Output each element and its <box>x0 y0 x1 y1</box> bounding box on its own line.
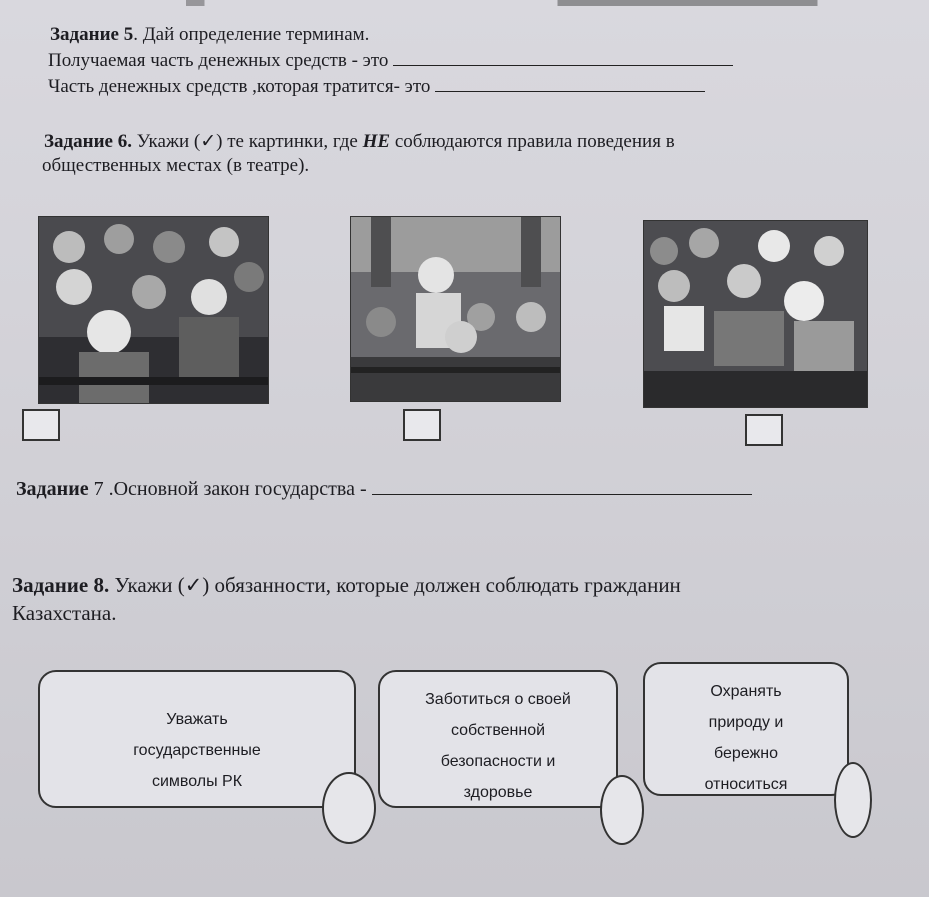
duty-option-3-answer-oval[interactable] <box>834 762 872 838</box>
duty-option-2 <box>378 670 618 808</box>
task5-title-text: . Дай определение терминам. <box>133 24 370 45</box>
task5-line2 <box>48 76 705 98</box>
duty-option-3-line2: природу и <box>708 714 784 731</box>
task8-title <box>12 573 681 598</box>
duty-option-1-line1: Уважать <box>166 711 228 728</box>
task6-emphasis: НЕ <box>362 131 391 152</box>
page-top-edge <box>0 0 929 6</box>
duty-option-2-line4: здоровье <box>463 784 533 801</box>
task5-answer2-blank[interactable] <box>435 91 705 92</box>
task8-label: Задание 8. <box>12 573 110 597</box>
task5-line1-text: Получаемая часть денежных средств - это <box>48 50 389 71</box>
task7-answer-blank[interactable] <box>372 494 752 495</box>
picture-2-checkbox[interactable] <box>403 409 441 441</box>
task5-line1 <box>48 50 733 72</box>
theatre-picture-1 <box>38 216 269 404</box>
task5-title <box>50 24 369 46</box>
task6-text-after: соблюдаются правила поведения в <box>390 131 675 152</box>
duty-option-1-line2: государственные <box>133 742 261 759</box>
task8-line2: Казахстана. <box>12 601 117 625</box>
task7-line <box>16 478 752 501</box>
task5-line2-text: Часть денежных средств ,которая тратится- это <box>48 76 431 97</box>
task5-label: Задание 5 <box>50 24 134 45</box>
task7-label: Задание <box>16 478 89 500</box>
duty-option-3-line1: Охранять <box>710 683 782 700</box>
task6-text-before: Укажи (✓) те картинки, где <box>131 131 363 152</box>
task7-text: 7 .Основной закон государства - <box>88 478 367 500</box>
duty-option-1 <box>38 670 356 808</box>
duty-option-1-line3: символы РК <box>151 773 243 790</box>
duty-option-2-line1: Заботиться о своей <box>425 691 571 708</box>
task6-label: Задание 6. <box>44 131 132 152</box>
task5-answer1-blank[interactable] <box>393 65 733 66</box>
task8-text: Укажи (✓) обязанности, которые должен соблюдать гражданин <box>109 573 681 597</box>
duty-option-2-line2: собственной <box>450 722 546 739</box>
picture-3-checkbox[interactable] <box>745 414 783 446</box>
duty-option-1-answer-oval[interactable] <box>322 772 376 844</box>
theatre-picture-2 <box>350 216 561 402</box>
duty-option-3-line4: относиться <box>704 776 788 793</box>
duty-option-3 <box>643 662 849 796</box>
task6-line2: общественных местах (в театре). <box>42 155 310 176</box>
duty-option-2-line3: безопасности и <box>440 753 556 770</box>
task6-title <box>44 130 675 153</box>
duty-option-3-line3: бережно <box>714 745 778 762</box>
picture-1-checkbox[interactable] <box>22 409 60 441</box>
duty-option-2-answer-oval[interactable] <box>600 775 644 845</box>
theatre-picture-3 <box>643 220 868 408</box>
